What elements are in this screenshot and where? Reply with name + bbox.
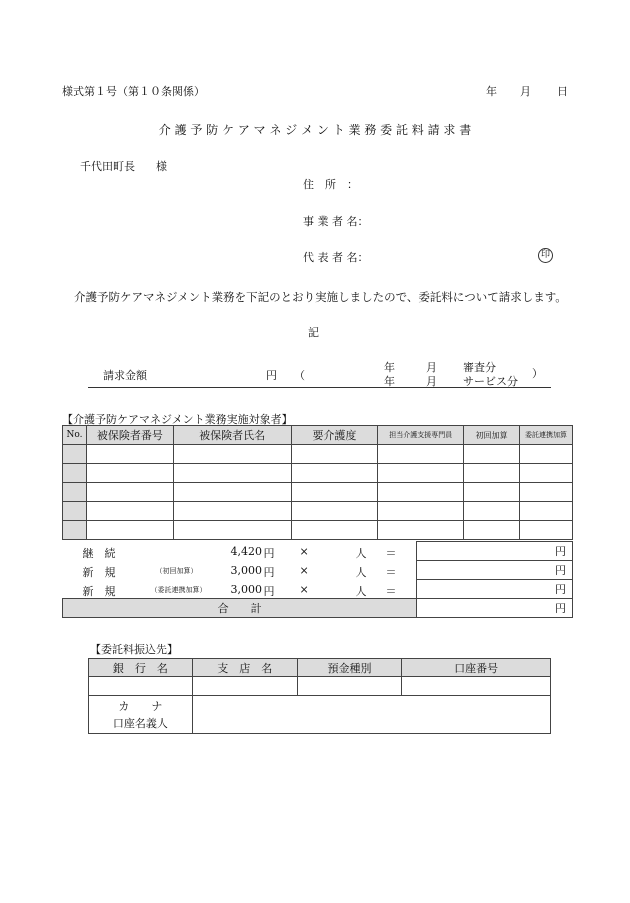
calc-unit: 円 bbox=[263, 584, 275, 598]
col-account-number: 口座番号 bbox=[402, 659, 551, 677]
care-manager-cell[interactable] bbox=[378, 445, 464, 464]
coordination-addition-cell[interactable] bbox=[520, 464, 573, 483]
initial-addition-cell[interactable] bbox=[464, 502, 520, 521]
row-no-cell bbox=[63, 464, 87, 483]
times-sign: × bbox=[299, 563, 309, 577]
calc-row-new-initial bbox=[63, 561, 573, 580]
claim-row2-year: 年 bbox=[384, 375, 395, 388]
seal-mark: 印 bbox=[538, 248, 553, 263]
equals-sign: ＝ bbox=[385, 565, 397, 579]
insured-number-cell[interactable] bbox=[86, 445, 173, 464]
care-level-cell[interactable] bbox=[291, 521, 378, 540]
account-holder-label-cell bbox=[89, 696, 193, 734]
insured-name-cell[interactable] bbox=[173, 483, 291, 502]
deposit-type-cell[interactable] bbox=[297, 677, 402, 696]
insured-name-cell[interactable] bbox=[173, 445, 291, 464]
row-no-cell bbox=[63, 483, 87, 502]
branch-name-cell[interactable] bbox=[192, 677, 297, 696]
equals-sign: ＝ bbox=[385, 584, 397, 598]
care-level-cell[interactable] bbox=[291, 502, 378, 521]
business-name-label: 事 業 者 名： bbox=[303, 215, 369, 228]
initial-addition-cell[interactable] bbox=[464, 445, 520, 464]
col-no: No. bbox=[63, 426, 87, 445]
col-deposit-type: 預金種別 bbox=[297, 659, 402, 677]
person-label: 人 bbox=[355, 565, 367, 579]
row-no-cell bbox=[63, 521, 87, 540]
account-holder-cell[interactable] bbox=[192, 696, 550, 734]
calc-table bbox=[62, 541, 573, 618]
form-number: 様式第１号（第１０条関係） bbox=[62, 85, 205, 98]
bank-table bbox=[88, 658, 551, 734]
calc-label: 新 規 bbox=[82, 565, 116, 579]
insured-number-cell[interactable] bbox=[86, 521, 173, 540]
calc-note: （委託連携加算） bbox=[150, 585, 207, 594]
coordination-addition-cell[interactable] bbox=[520, 483, 573, 502]
insured-name-cell[interactable] bbox=[173, 502, 291, 521]
addressee-name: 千代田町長 bbox=[80, 160, 135, 173]
date-year-label: 年 bbox=[486, 85, 497, 98]
table-row bbox=[63, 521, 573, 540]
care-manager-cell[interactable] bbox=[378, 502, 464, 521]
address-label: 住 所 ： bbox=[303, 178, 358, 191]
insured-name-cell[interactable] bbox=[173, 464, 291, 483]
claim-row1-month: 月 bbox=[426, 361, 437, 374]
col-bank-name: 銀 行 名 bbox=[89, 659, 193, 677]
bank-name-cell[interactable] bbox=[89, 677, 193, 696]
table-row bbox=[63, 483, 573, 502]
targets-table bbox=[62, 425, 573, 540]
calc-unit: 円 bbox=[263, 546, 275, 560]
addressee-honorific: 様 bbox=[156, 160, 167, 173]
initial-addition-cell[interactable] bbox=[464, 521, 520, 540]
ki-label: 記 bbox=[308, 326, 319, 339]
grand-total-label: 合 計 bbox=[63, 599, 417, 618]
col-initial-addition: 初回加算 bbox=[464, 426, 520, 445]
col-insured-number: 被保険者番号 bbox=[86, 426, 173, 445]
calc-label: 新 規 bbox=[82, 584, 116, 598]
bank-section-title: 【委託料振込先】 bbox=[90, 643, 178, 656]
claim-paren-open: （ bbox=[294, 369, 305, 382]
coordination-addition-cell[interactable] bbox=[520, 521, 573, 540]
insured-name-cell[interactable] bbox=[173, 521, 291, 540]
claim-row1-year: 年 bbox=[384, 361, 395, 374]
page-title: 介 護 予 防 ケ ア マ ネ ジ メ ン ト 業 務 委 託 料 請 求 書 bbox=[158, 123, 472, 137]
calc-row-continuing bbox=[63, 542, 573, 561]
claim-row2-month: 月 bbox=[426, 375, 437, 388]
equals-sign: ＝ bbox=[385, 546, 397, 560]
table-row bbox=[63, 502, 573, 521]
calc-row-new-coordination bbox=[63, 580, 573, 599]
care-level-cell[interactable] bbox=[291, 483, 378, 502]
calc-amount: 3,000 bbox=[230, 582, 262, 596]
request-statement: 介護予防ケアマネジメント業務を下記のとおり実施しましたので、委託料について請求します。 bbox=[74, 290, 567, 304]
calc-amount: 3,000 bbox=[230, 563, 262, 577]
col-care-manager: 担当介護支援専門員 bbox=[378, 426, 464, 445]
date-day-label: 日 bbox=[557, 85, 568, 98]
account-number-cell[interactable] bbox=[402, 677, 551, 696]
care-level-cell[interactable] bbox=[291, 445, 378, 464]
calc-unit: 円 bbox=[263, 565, 275, 579]
col-branch-name: 支 店 名 bbox=[192, 659, 297, 677]
coordination-addition-cell[interactable] bbox=[520, 502, 573, 521]
initial-addition-cell[interactable] bbox=[464, 464, 520, 483]
kana-label: カ ナ bbox=[118, 699, 163, 713]
care-manager-cell[interactable] bbox=[378, 464, 464, 483]
calc-total-cell[interactable]: 円 bbox=[417, 580, 573, 599]
care-manager-cell[interactable] bbox=[378, 521, 464, 540]
row-no-cell bbox=[63, 445, 87, 464]
account-holder-label: 口座名義人 bbox=[112, 716, 168, 730]
col-insured-name: 被保険者氏名 bbox=[173, 426, 291, 445]
row-no-cell bbox=[63, 502, 87, 521]
calc-total-cell[interactable]: 円 bbox=[417, 542, 573, 561]
claim-row1-text: 審査分 bbox=[463, 361, 496, 374]
insured-number-cell[interactable] bbox=[86, 483, 173, 502]
insured-number-cell[interactable] bbox=[86, 464, 173, 483]
calc-total-cell[interactable]: 円 bbox=[417, 561, 573, 580]
date-month-label: 月 bbox=[520, 85, 531, 98]
person-label: 人 bbox=[355, 584, 367, 598]
calc-amount: 4,420 bbox=[230, 544, 262, 558]
col-coordination-addition: 委託連携加算 bbox=[520, 426, 573, 445]
claim-paren-close: ） bbox=[532, 367, 543, 380]
person-label: 人 bbox=[355, 546, 367, 560]
coordination-addition-cell[interactable] bbox=[520, 445, 573, 464]
table-row bbox=[63, 445, 573, 464]
claim-amount-label: 請求金額 bbox=[103, 369, 147, 382]
calc-label: 継 続 bbox=[82, 546, 116, 560]
representative-label: 代 表 者 名： bbox=[303, 251, 369, 264]
table-row bbox=[63, 464, 573, 483]
claim-amount-unit: 円 bbox=[266, 369, 277, 382]
calc-note: （初回加算） bbox=[155, 566, 198, 575]
initial-addition-cell[interactable] bbox=[464, 483, 520, 502]
times-sign: × bbox=[299, 582, 309, 596]
times-sign: × bbox=[299, 544, 309, 558]
calc-row-grand-total bbox=[63, 599, 573, 618]
targets-section-title: 【介護予防ケアマネジメント業務実施対象者】 bbox=[62, 413, 293, 426]
col-care-level: 要介護度 bbox=[291, 426, 378, 445]
care-manager-cell[interactable] bbox=[378, 483, 464, 502]
claim-underline bbox=[88, 387, 551, 388]
insured-number-cell[interactable] bbox=[86, 502, 173, 521]
grand-total-cell[interactable]: 円 bbox=[417, 599, 573, 618]
care-level-cell[interactable] bbox=[291, 464, 378, 483]
claim-row2-text: サービス分 bbox=[463, 375, 518, 388]
